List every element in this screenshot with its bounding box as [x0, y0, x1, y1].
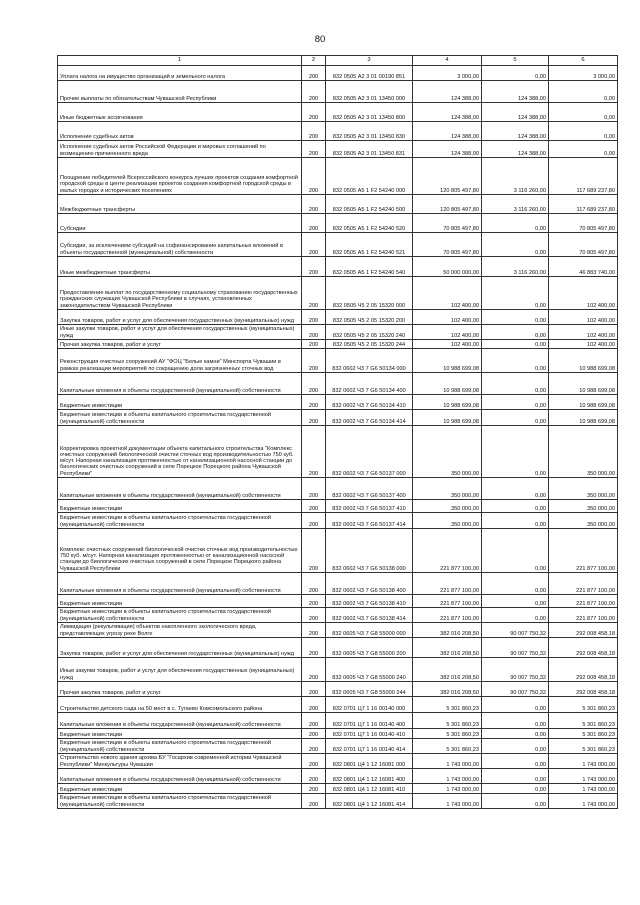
row-col2: 200 [302, 739, 326, 754]
table-row [58, 426, 618, 478]
row-col6-amount: 0,00 [549, 122, 618, 141]
row-col2: 200 [302, 608, 326, 623]
table-row [58, 410, 618, 426]
row-col4-amount: 10 988 699,08 [413, 349, 482, 373]
table-row [58, 623, 618, 638]
row-name: Бюджетные инвестиции в объекты капитального строительства государственной (муниципальной) собственности [58, 608, 302, 623]
row-col5-amount: 0,00 [482, 66, 549, 81]
row-col6-amount: 221 877 100,00 [549, 608, 618, 623]
row-col2: 200 [302, 513, 326, 529]
row-code: 832 0602 Ч3 7 G6 50137 414 [326, 513, 413, 529]
row-col6-amount: 10 988 699,08 [549, 349, 618, 373]
column-numbers-row [58, 56, 618, 66]
budget-table [57, 55, 618, 809]
row-col2: 200 [302, 638, 326, 658]
row-name: Прочая закупка товаров, работ и услуг [58, 682, 302, 697]
row-name: Капитальные вложения в объекты государственной (муниципальной) собственности [58, 373, 302, 395]
row-col2: 200 [302, 500, 326, 513]
row-col4-amount: 382 016 208,50 [413, 682, 482, 697]
row-col5-amount: 124 388,00 [482, 103, 549, 122]
row-name: Иные закупки товаров, работ и услуг для обеспечения государственных (муниципальных) нужд [58, 325, 302, 340]
row-col4-amount: 221 877 100,00 [413, 595, 482, 608]
row-col5-amount: 0,00 [482, 478, 549, 500]
row-col5-amount: 124 388,00 [482, 81, 549, 103]
row-col5-amount: 90 007 750,32 [482, 638, 549, 658]
row-col4-amount: 70 805 497,80 [413, 214, 482, 233]
row-col5-amount: 124 388,00 [482, 122, 549, 141]
row-col4-amount: 221 877 100,00 [413, 529, 482, 573]
row-col2: 200 [302, 713, 326, 729]
row-col5-amount: 0,00 [482, 340, 549, 349]
row-col6-amount: 1 743 000,00 [549, 769, 618, 784]
table-row [58, 81, 618, 103]
row-col4-amount: 1 743 000,00 [413, 784, 482, 794]
row-name: Ликвидация (рекультивация) объектов накопленного экологического вреда, представляющих угрозу реке Волге [58, 623, 302, 638]
row-col6-amount: 70 805 497,80 [549, 233, 618, 257]
row-col5-amount: 3 116 260,00 [482, 158, 549, 195]
row-col6-amount: 350 000,00 [549, 426, 618, 478]
row-col4-amount: 350 000,00 [413, 478, 482, 500]
table-row [58, 754, 618, 769]
row-col6-amount: 10 988 699,08 [549, 410, 618, 426]
row-col5-amount: 0,00 [482, 784, 549, 794]
table-row [58, 233, 618, 257]
row-col6-amount: 0,00 [549, 141, 618, 158]
row-code: 832 0602 Ч3 7 G6 50134 400 [326, 373, 413, 395]
row-col2: 200 [302, 195, 326, 214]
row-col2: 200 [302, 349, 326, 373]
column-number: 5 [482, 56, 549, 66]
table-row [58, 529, 618, 573]
table-row [58, 214, 618, 233]
row-code: 832 0605 Ч3 7 G8 55000 240 [326, 658, 413, 682]
row-col5-amount: 0,00 [482, 426, 549, 478]
row-name: Капитальные вложения в объекты государственной (муниципальной) собственности [58, 573, 302, 595]
row-col2: 200 [302, 277, 326, 310]
row-col5-amount: 0,00 [482, 573, 549, 595]
row-col6-amount: 221 877 100,00 [549, 573, 618, 595]
row-name: Исполнение судебных актов Российской Федерации и мировых соглашений по возмещению причиненного вреда [58, 141, 302, 158]
row-col6-amount: 70 805 497,80 [549, 214, 618, 233]
row-col2: 200 [302, 373, 326, 395]
row-col6-amount: 292 008 458,18 [549, 638, 618, 658]
row-col5-amount: 0,00 [482, 500, 549, 513]
row-col4-amount: 1 743 000,00 [413, 794, 482, 809]
row-code: 832 0602 Ч3 7 G6 50138 414 [326, 608, 413, 623]
row-col2: 200 [302, 729, 326, 739]
row-col5-amount: 3 116 260,00 [482, 195, 549, 214]
row-code: 832 0701 Ц7 1 16 00140 000 [326, 697, 413, 713]
table-row [58, 349, 618, 373]
row-col2: 200 [302, 794, 326, 809]
row-col5-amount: 0,00 [482, 697, 549, 713]
row-col4-amount: 10 988 699,08 [413, 395, 482, 410]
row-name: Бюджетные инвестиции в объекты капитального строительства государственной (муниципальной) собственности [58, 410, 302, 426]
row-code: 832 0505 Ч5 2 05 15320 200 [326, 310, 413, 325]
row-col2: 200 [302, 395, 326, 410]
row-code: 832 0505 Ч5 2 05 15320 240 [326, 325, 413, 340]
row-col2: 200 [302, 658, 326, 682]
row-col2: 200 [302, 325, 326, 340]
row-code: 832 0505 А2 3 01 13450 830 [326, 122, 413, 141]
row-col2: 200 [302, 623, 326, 638]
row-code: 832 0701 Ц7 1 16 00140 414 [326, 739, 413, 754]
row-col5-amount: 0,00 [482, 395, 549, 410]
table-row [58, 277, 618, 310]
row-col2: 200 [302, 595, 326, 608]
row-col4-amount: 1 743 000,00 [413, 754, 482, 769]
row-code: 832 0602 Ч3 7 G6 50137 000 [326, 426, 413, 478]
row-col2: 200 [302, 122, 326, 141]
row-col4-amount: 221 877 100,00 [413, 608, 482, 623]
row-col5-amount: 0,00 [482, 233, 549, 257]
row-col6-amount: 1 743 000,00 [549, 794, 618, 809]
row-name: Закупка товаров, работ и услуг для обеспечения государственных (муниципальных) нужд [58, 638, 302, 658]
row-code: 832 0701 Ц7 1 16 00140 410 [326, 729, 413, 739]
row-col6-amount: 350 000,00 [549, 513, 618, 529]
row-name: Бюджетные инвестиции [58, 500, 302, 513]
table-row [58, 122, 618, 141]
row-code: 832 0605 Ч3 7 G8 55000 244 [326, 682, 413, 697]
row-code: 832 0505 А5 1 F2 54240 521 [326, 233, 413, 257]
row-col6-amount: 221 877 100,00 [549, 595, 618, 608]
row-name: Поощрение победителей Всероссийского конкурса лучших проектов создания комфортной городской среды в центе реализации проектов создания комфортной городской среды в малых городах и исторических поселениях [58, 158, 302, 195]
row-col6-amount: 350 000,00 [549, 478, 618, 500]
table-row [58, 608, 618, 623]
row-col2: 200 [302, 478, 326, 500]
row-name: Иные бюджетные ассигнования [58, 103, 302, 122]
row-col5-amount: 0,00 [482, 794, 549, 809]
table-row [58, 739, 618, 754]
row-code: 832 0605 Ч3 7 G8 55000 000 [326, 623, 413, 638]
row-code: 832 0801 Ц4 1 12 16081 000 [326, 754, 413, 769]
row-col6-amount: 117 689 237,80 [549, 195, 618, 214]
row-col5-amount: 0,00 [482, 608, 549, 623]
row-name: Субсидии, за исключением субсидий на софинансирование капитальных вложений в объекты государственной (муниципальной) собственности [58, 233, 302, 257]
row-col6-amount: 3 000,00 [549, 66, 618, 81]
row-col2: 200 [302, 426, 326, 478]
row-col6-amount: 292 008 458,18 [549, 682, 618, 697]
row-col5-amount: 90 007 750,32 [482, 682, 549, 697]
row-col5-amount: 90 007 750,32 [482, 658, 549, 682]
row-col5-amount: 0,00 [482, 214, 549, 233]
row-code: 832 0602 Ч3 7 G6 50138 000 [326, 529, 413, 573]
row-col5-amount: 0,00 [482, 349, 549, 373]
table-row [58, 195, 618, 214]
row-col5-amount: 3 116 260,00 [482, 257, 549, 277]
row-col4-amount: 124 388,00 [413, 81, 482, 103]
row-col2: 200 [302, 257, 326, 277]
row-col6-amount: 221 877 100,00 [549, 529, 618, 573]
row-col2: 200 [302, 784, 326, 794]
row-name: Уплата налога на имущество организаций и земельного налога [58, 66, 302, 81]
table-row [58, 513, 618, 529]
row-col2: 200 [302, 769, 326, 784]
row-col6-amount: 5 301 860,23 [549, 697, 618, 713]
table-row [58, 682, 618, 697]
row-col2: 200 [302, 233, 326, 257]
row-name: Строительство нового здания архива БУ "Госархив современной истории Чувашской Республики" Минкультуры Чувашии [58, 754, 302, 769]
row-col6-amount: 292 008 458,18 [549, 623, 618, 638]
table-row [58, 573, 618, 595]
row-col2: 200 [302, 66, 326, 81]
table-row [58, 373, 618, 395]
row-name: Прочая закупка товаров, работ и услуг [58, 340, 302, 349]
row-col4-amount: 70 805 497,80 [413, 233, 482, 257]
row-col4-amount: 3 000,00 [413, 66, 482, 81]
row-col4-amount: 102 400,00 [413, 340, 482, 349]
row-col6-amount: 1 743 000,00 [549, 754, 618, 769]
row-code: 832 0701 Ц7 1 16 00140 400 [326, 713, 413, 729]
row-col6-amount: 1 743 000,00 [549, 784, 618, 794]
row-col2: 200 [302, 340, 326, 349]
row-name: Капитальные вложения в объекты государственной (муниципальной) собственности [58, 478, 302, 500]
row-col2: 200 [302, 310, 326, 325]
row-col6-amount: 0,00 [549, 103, 618, 122]
row-code: 832 0505 А5 1 F2 54240 000 [326, 158, 413, 195]
row-col5-amount: 0,00 [482, 713, 549, 729]
row-col2: 200 [302, 697, 326, 713]
row-name: Бюджетные инвестиции [58, 729, 302, 739]
row-col4-amount: 124 388,00 [413, 141, 482, 158]
row-name: Бюджетные инвестиции в объекты капитального строительства государственной (муниципальной) собственности [58, 794, 302, 809]
row-name: Закупка товаров, работ и услуг для обеспечения государственных (муниципальных) нужд [58, 310, 302, 325]
row-col6-amount: 102 400,00 [549, 277, 618, 310]
row-col4-amount: 350 000,00 [413, 500, 482, 513]
row-code: 832 0505 А5 1 F2 54240 540 [326, 257, 413, 277]
row-col2: 200 [302, 682, 326, 697]
row-code: 832 0505 А2 3 01 13450 831 [326, 141, 413, 158]
row-col4-amount: 5 301 860,23 [413, 729, 482, 739]
row-code: 832 0505 А5 1 F2 54240 520 [326, 214, 413, 233]
row-col6-amount: 10 988 699,08 [549, 395, 618, 410]
table-row [58, 257, 618, 277]
row-col2: 200 [302, 573, 326, 595]
row-col5-amount: 0,00 [482, 739, 549, 754]
page-number: 80 [314, 34, 326, 45]
row-col5-amount: 0,00 [482, 513, 549, 529]
row-code: 832 0602 Ч3 7 G6 50137 400 [326, 478, 413, 500]
row-code: 832 0602 Ч3 7 G6 50134 000 [326, 349, 413, 373]
column-number: 3 [326, 56, 413, 66]
row-code: 832 0505 Ч5 2 05 15320 000 [326, 277, 413, 310]
row-col4-amount: 5 301 860,23 [413, 697, 482, 713]
table-row [58, 713, 618, 729]
row-col4-amount: 382 016 208,50 [413, 638, 482, 658]
row-col4-amount: 102 400,00 [413, 325, 482, 340]
row-col6-amount: 350 000,00 [549, 500, 618, 513]
row-col4-amount: 350 000,00 [413, 513, 482, 529]
row-col6-amount: 102 400,00 [549, 325, 618, 340]
row-code: 832 0602 Ч3 7 G6 50138 400 [326, 573, 413, 595]
row-col4-amount: 382 016 208,50 [413, 658, 482, 682]
row-col4-amount: 350 000,00 [413, 426, 482, 478]
row-col6-amount: 5 301 860,23 [549, 713, 618, 729]
row-col2: 200 [302, 214, 326, 233]
row-col5-amount: 0,00 [482, 754, 549, 769]
column-number: 4 [413, 56, 482, 66]
row-col5-amount: 0,00 [482, 595, 549, 608]
row-code: 832 0505 Ч5 2 05 15320 244 [326, 340, 413, 349]
table-row [58, 697, 618, 713]
row-col6-amount: 102 400,00 [549, 340, 618, 349]
row-col2: 200 [302, 529, 326, 573]
row-col6-amount: 10 988 699,08 [549, 373, 618, 395]
row-code: 832 0801 Ц4 1 12 16081 400 [326, 769, 413, 784]
row-code: 832 0505 А2 3 01 00190 851 [326, 66, 413, 81]
table-row [58, 500, 618, 513]
row-name: Бюджетные инвестиции в объекты капитального строительства государственной (муниципальной) собственности [58, 513, 302, 529]
row-code: 832 0602 Ч3 7 G6 50138 410 [326, 595, 413, 608]
row-code: 832 0605 Ч3 7 G8 55000 200 [326, 638, 413, 658]
row-col2: 200 [302, 754, 326, 769]
table-row [58, 794, 618, 809]
row-col5-amount: 0,00 [482, 729, 549, 739]
table-row [58, 595, 618, 608]
row-name: Бюджетные инвестиции [58, 784, 302, 794]
table-row [58, 310, 618, 325]
row-name: Комплекс очистных сооружений биологической очистки сточных вод производительностью 750 куб. м/сут. Напорная канализация протяженностью от канализационной насосной станции до биологических очистных сооружений в селе Порецкое Порецкого района Чувашской Республики [58, 529, 302, 573]
row-col4-amount: 102 400,00 [413, 310, 482, 325]
row-col6-amount: 5 301 860,23 [549, 739, 618, 754]
row-col5-amount: 0,00 [482, 769, 549, 784]
row-name: Реконструкция очистных сооружений АУ "ФОЦ "Белые камни" Минспорта Чувашии в рамках реализации мероприятий по сокращению доли загрязненных сточных вод [58, 349, 302, 373]
table-row [58, 340, 618, 349]
row-col4-amount: 5 301 860,23 [413, 739, 482, 754]
row-code: 832 0801 Ц4 1 12 16081 410 [326, 784, 413, 794]
table-row [58, 638, 618, 658]
row-name: Иные закупки товаров, работ и услуг для обеспечения государственных (муниципальных) нужд [58, 658, 302, 682]
row-col4-amount: 124 388,00 [413, 122, 482, 141]
table-row [58, 658, 618, 682]
row-col4-amount: 50 000 000,00 [413, 257, 482, 277]
row-col4-amount: 120 805 497,80 [413, 195, 482, 214]
row-name: Бюджетные инвестиции [58, 595, 302, 608]
row-col2: 200 [302, 103, 326, 122]
row-col5-amount: 90 007 750,32 [482, 623, 549, 638]
table-row [58, 325, 618, 340]
row-col2: 200 [302, 410, 326, 426]
row-code: 832 0505 А2 3 01 13450 000 [326, 81, 413, 103]
row-col4-amount: 5 301 860,23 [413, 713, 482, 729]
table-row [58, 729, 618, 739]
table-row [58, 103, 618, 122]
row-col5-amount: 0,00 [482, 410, 549, 426]
column-number: 2 [302, 56, 326, 66]
row-code: 832 0505 А5 1 F2 54240 500 [326, 195, 413, 214]
row-code: 832 0801 Ц4 1 12 16081 414 [326, 794, 413, 809]
row-col6-amount: 102 400,00 [549, 310, 618, 325]
column-number: 6 [549, 56, 618, 66]
table-row [58, 769, 618, 784]
row-name: Бюджетные инвестиции [58, 395, 302, 410]
row-col6-amount: 46 883 740,00 [549, 257, 618, 277]
row-col6-amount: 0,00 [549, 81, 618, 103]
table-row [58, 395, 618, 410]
row-name: Прочие выплаты по обязательствам Чувашской Республики [58, 81, 302, 103]
row-col6-amount: 292 008 458,18 [549, 658, 618, 682]
row-col5-amount: 0,00 [482, 325, 549, 340]
row-code: 832 0505 А2 3 01 13450 800 [326, 103, 413, 122]
table-row [58, 66, 618, 81]
row-name: Предоставление выплат по государственному социальному страхованию государственных гражданских служащих Чувашской Республики в случаях, установленных законодательством Чувашской Республики [58, 277, 302, 310]
column-number: 1 [58, 56, 302, 66]
row-col2: 200 [302, 158, 326, 195]
row-name: Межбюджетные трансферты [58, 195, 302, 214]
table-row [58, 141, 618, 158]
row-name: Строительство детского сада на 50 мест в с. Тугаево Комсомольского района [58, 697, 302, 713]
row-name: Капитальные вложения в объекты государственной (муниципальной) собственности [58, 713, 302, 729]
row-col4-amount: 221 877 100,00 [413, 573, 482, 595]
row-name: Корректировка проектной документации объекта капитального строительства "Комплекс очистных сооружений биологической очистки сточных вод производительностью 750 куб. м/сут. Напорная канализация протяженностью от канализационной насосной станции до биологических очистных сооружений в селе Порецкое Порецкого района Чувашской Республики" [58, 426, 302, 478]
table-row [58, 478, 618, 500]
row-col5-amount: 124 388,00 [482, 141, 549, 158]
row-col4-amount: 124 388,00 [413, 103, 482, 122]
row-col4-amount: 10 988 699,08 [413, 373, 482, 395]
row-col4-amount: 102 400,00 [413, 277, 482, 310]
row-code: 832 0602 Ч3 7 G6 50134 410 [326, 395, 413, 410]
row-col5-amount: 0,00 [482, 529, 549, 573]
row-col4-amount: 10 988 699,08 [413, 410, 482, 426]
row-code: 832 0602 Ч3 7 G6 50134 414 [326, 410, 413, 426]
table-row [58, 158, 618, 195]
row-col4-amount: 382 016 208,50 [413, 623, 482, 638]
row-name: Исполнение судебных актов [58, 122, 302, 141]
row-name: Субсидии [58, 214, 302, 233]
row-col2: 200 [302, 141, 326, 158]
row-col5-amount: 0,00 [482, 373, 549, 395]
row-col6-amount: 5 301 860,23 [549, 729, 618, 739]
table-row [58, 784, 618, 794]
row-col4-amount: 1 743 000,00 [413, 769, 482, 784]
row-col6-amount: 117 689 237,80 [549, 158, 618, 195]
row-col4-amount: 120 805 497,80 [413, 158, 482, 195]
budget-table-body [58, 56, 618, 809]
row-name: Бюджетные инвестиции в объекты капитального строительства государственной (муниципальной) собственности [58, 739, 302, 754]
row-col5-amount: 0,00 [482, 277, 549, 310]
row-col5-amount: 0,00 [482, 310, 549, 325]
row-col2: 200 [302, 81, 326, 103]
row-name: Капитальные вложения в объекты государственной (муниципальной) собственности [58, 769, 302, 784]
row-code: 832 0602 Ч3 7 G6 50137 410 [326, 500, 413, 513]
row-name: Иные межбюджетные трансферты [58, 257, 302, 277]
